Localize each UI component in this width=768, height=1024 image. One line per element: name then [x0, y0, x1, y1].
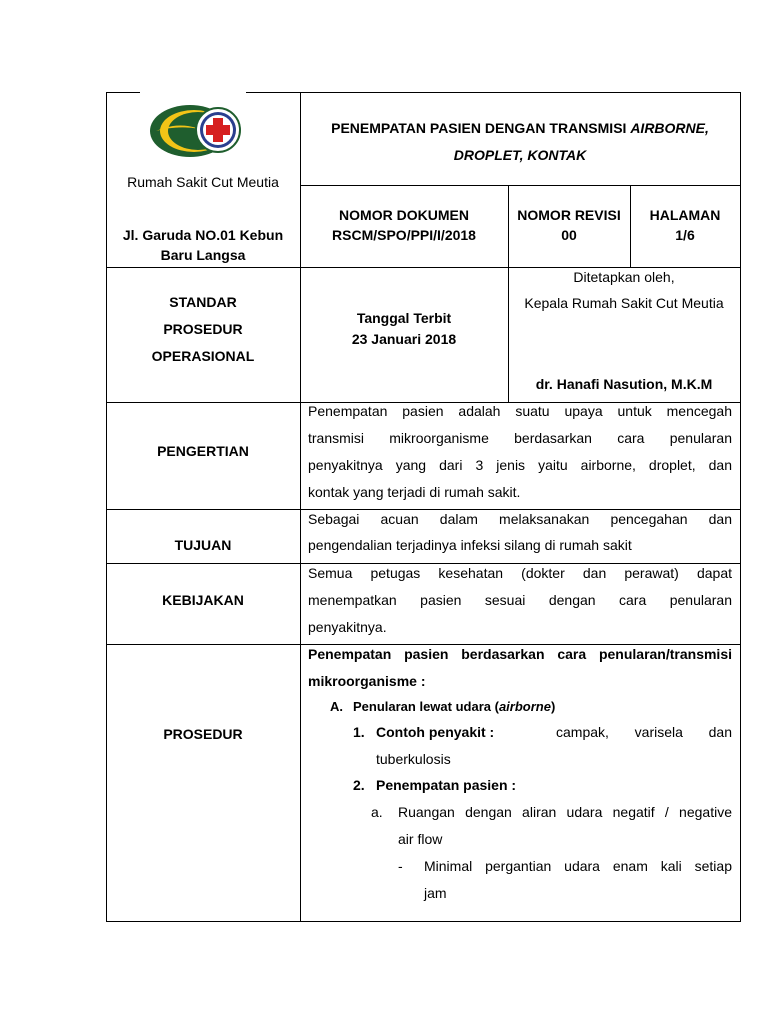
pengertian-label: PENGERTIAN: [157, 443, 249, 459]
kebijakan-line: Semua petugas kesehatan (dokter dan perawat) dapat: [308, 565, 732, 581]
airborne-heading: Penularan lewat udara (airborne): [353, 699, 556, 714]
sop-label-line2: PROSEDUR: [163, 321, 243, 337]
sop-label-line3: OPERASIONAL: [151, 348, 255, 364]
negative-pressure-line1: Ruangan dengan aliran udara negatif / negative: [398, 804, 732, 820]
list-marker-dash: -: [398, 858, 403, 874]
sop-label-line1: STANDAR: [169, 294, 237, 310]
pengertian-line: transmisi mikroorganisme berdasarkan cara penularan: [308, 430, 732, 446]
patient-placement-label: Penempatan pasien :: [376, 777, 517, 793]
address-line2: Baru Langsa: [160, 247, 246, 263]
list-marker-a: A.: [330, 699, 343, 714]
revision-label: NOMOR REVISI: [517, 207, 621, 223]
prosedur-heading-line2: mikroorganisme :: [308, 673, 426, 689]
list-marker-2: 2.: [353, 777, 365, 793]
address-line1: Jl. Garuda NO.01 Kebun: [122, 227, 284, 243]
approver-name: dr. Hanafi Nasution, M.K.M: [535, 376, 713, 392]
tujuan-label: TUJUAN: [174, 537, 232, 553]
example-disease-label: Contoh penyakit :: [376, 724, 495, 740]
doc-number-value: RSCM/SPO/PPI/I/2018: [332, 227, 476, 243]
example-disease-text: campak, varisela dan: [556, 724, 732, 740]
kebijakan-line: penyakitnya.: [308, 619, 387, 635]
kebijakan-line: menempatkan pasien sesuai dengan cara penularan: [308, 592, 732, 608]
air-exchange-line1: Minimal pergantian udara enam kali setiap: [424, 858, 732, 874]
prosedur-label: PROSEDUR: [163, 726, 243, 742]
document-title-line1: PENEMPATAN PASIEN DENGAN TRANSMISI AIRBORNE,: [331, 120, 709, 136]
air-exchange-line2: jam: [424, 885, 447, 901]
page-label: HALAMAN: [649, 207, 721, 223]
approved-by-line2: Kepala Rumah Sakit Cut Meutia: [524, 295, 724, 311]
page-value: 1/6: [675, 227, 695, 243]
list-marker-sub-a: a.: [371, 804, 383, 820]
revision-value: 00: [561, 227, 577, 243]
doc-number-label: NOMOR DOKUMEN: [339, 207, 469, 223]
example-disease-line: [376, 723, 732, 741]
tujuan-line: pengendalian terjadinya infeksi silang di rumah sakit: [308, 537, 632, 553]
pengertian-line: Penempatan pasien adalah suatu upaya untuk mencegah: [308, 403, 732, 419]
example-disease-cont: tuberkulosis: [376, 751, 451, 767]
issue-date-label: Tanggal Terbit: [356, 310, 452, 326]
pengertian-line: kontak yang terjadi di rumah sakit.: [308, 484, 521, 500]
pengertian-line: penyakitnya yang dari 3 jenis yaitu airborne, droplet, dan: [308, 457, 732, 473]
negative-pressure-line2: air flow: [398, 831, 443, 847]
issue-date-value: 23 Januari 2018: [351, 331, 457, 347]
prosedur-heading-line1: Penempatan pasien berdasarkan cara penularan/transmisi: [308, 646, 732, 662]
kebijakan-label: KEBIJAKAN: [162, 592, 244, 608]
hospital-logo: [148, 103, 244, 159]
hospital-name: Rumah Sakit Cut Meutia: [127, 174, 279, 190]
tujuan-line: Sebagai acuan dalam melaksanakan pencegahan dan: [308, 511, 732, 527]
document-title-line2: DROPLET, KONTAK: [453, 147, 587, 163]
list-marker-1: 1.: [353, 724, 365, 740]
approved-by-line1: Ditetapkan oleh,: [573, 269, 675, 285]
